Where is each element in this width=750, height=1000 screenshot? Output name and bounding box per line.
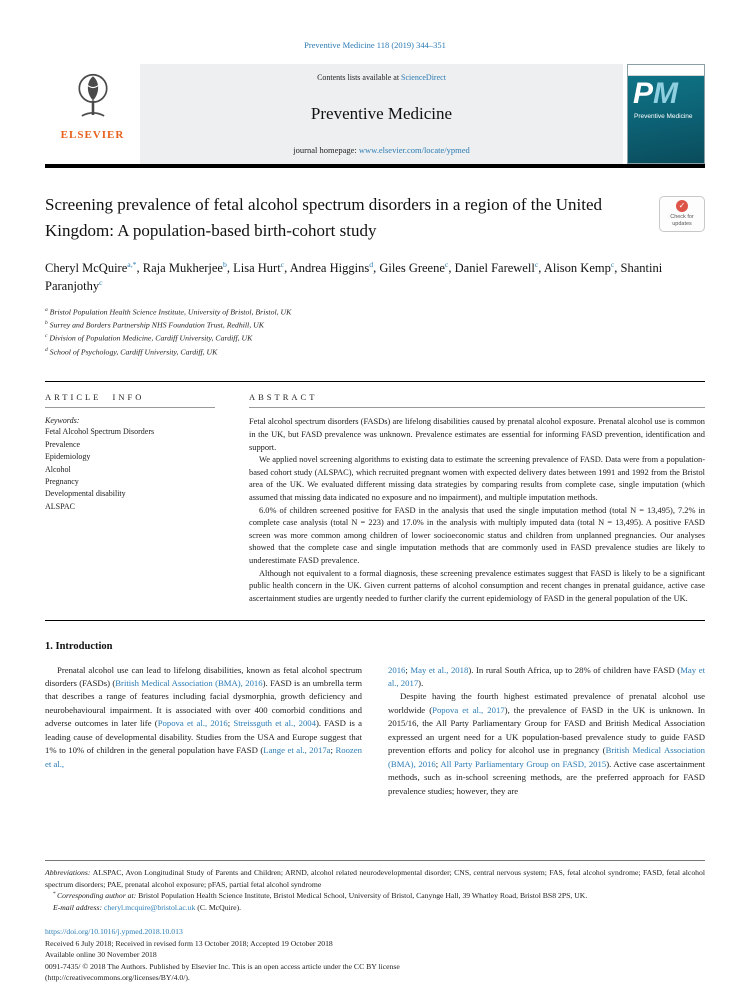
header-rule <box>45 164 705 168</box>
keyword: Prevalence <box>45 439 81 449</box>
citation-link[interactable]: May et al., 2018 <box>410 664 469 675</box>
journal-cover-thumbnail[interactable] <box>627 64 705 164</box>
keyword: Alcohol <box>45 464 71 474</box>
citation-link[interactable]: Streissguth et al., 2004 <box>233 718 316 729</box>
author-list <box>45 259 705 296</box>
text-run: ; <box>330 745 336 756</box>
intro-paragraph <box>388 690 705 798</box>
keyword: Pregnancy <box>45 476 79 486</box>
affiliation-ref-link[interactable]: c <box>99 278 103 288</box>
elsevier-tree-icon <box>66 67 120 127</box>
text-run: Prenatal alcohol use can lead to lifelong disabilities, known as fetal alcohol spectrum disorders (FASDs) ( <box>45 664 362 688</box>
citation-link[interactable]: 2016 <box>388 664 406 675</box>
text-run: ). Active case ascertainment methods, such as in-school screening methods, are the preferred approach for FASD prevalence studies; however, they are <box>388 758 705 796</box>
corresponding-marker: * <box>53 891 58 898</box>
text-run: Despite having the fourth highest estimated prevalence of prenatal alcohol use worldwide ( <box>388 691 705 715</box>
doi-link[interactable]: https://doi.org/10.1016/j.ypmed.2018.10.013 <box>45 927 183 937</box>
abstract-paragraph: Fetal alcohol spectrum disorders (FASDs) are lifelong disabilities caused by prenatal alcohol exposure. Prenatal alcohol use is common in the UK, but FASD prevalence was unknown. Prevalence estimates are essential for informing FASD prevention, identification and support. <box>249 417 705 452</box>
keyword: Fetal Alcohol Spectrum Disorders <box>45 427 155 437</box>
footnotes <box>45 860 705 913</box>
contents-text: Contents lists available at <box>317 73 402 82</box>
author: Raja Mukherjee$^b$, <box>142 260 234 276</box>
check-for-updates-label: Check for updates <box>670 214 694 227</box>
keyword: Epidemiology <box>45 452 91 462</box>
abbreviations-text: ALSPAC, Avon Longitudinal Study of Parents and Children; ARND, alcohol related neurodevelopmental disorder; CNS, central nervous system; FAS, fetal alcohol syndrome; FASD, fetal alcohol spectrum disorders; PAE, prenatal alcohol exposure; pFAS, partial fetal alcohol syndrome <box>45 868 705 889</box>
email-label: E-mail address: <box>53 902 104 912</box>
author: Alison Kemp$^c$, <box>543 260 621 276</box>
email-tail: (C. McQuire). <box>195 902 242 912</box>
journal-homepage-link[interactable]: www.elsevier.com/locate/ypmed <box>358 145 470 155</box>
homepage-label: journal homepage: <box>293 145 359 155</box>
author: Cheryl McQuire$^{a,*}$, <box>45 260 143 276</box>
citation-link[interactable]: British Medical Association (BMA), 2016 <box>115 678 263 688</box>
received-dates: Received 6 July 2018; Received in revised form 13 October 2018; Accepted 19 October 2018 <box>45 938 333 948</box>
text-run: ). FASD is an umbrella term that describes a range of features including facial dysmorphia, growth deficiency and neurobehavioural impairment. It is associated with over 400 comorbid conditions and adverse outcomes in later life ( <box>45 678 362 729</box>
email-note <box>45 902 705 914</box>
article-title: Screening prevalence of fetal alcohol spectrum disorders in a region of the United Kingdom: A population-based birth-cohort study <box>45 195 603 240</box>
citation-link[interactable]: May et al., 2017 <box>388 664 705 688</box>
article-info-abstract-block <box>45 381 705 620</box>
affiliation: $^d$ School of Psychology, Cardiff University, Cardiff, UK <box>45 346 218 357</box>
affiliation-ref-link[interactable]: d <box>369 260 374 269</box>
keyword: ALSPAC <box>45 501 75 511</box>
text-run: ; <box>435 758 441 769</box>
abstract-heading: ABSTRACT <box>249 392 705 408</box>
contents-line <box>150 73 613 82</box>
body-columns <box>45 664 705 799</box>
article-info-column <box>45 392 215 605</box>
citation-link[interactable]: Popova et al., 2017 <box>432 704 505 715</box>
author: Shantini Paranjothy$^c$ <box>45 261 663 294</box>
cover-journal-title: Preventive Medicine <box>634 113 693 120</box>
citation-link[interactable]: Roozen et al., <box>45 745 362 769</box>
affiliation-ref-link[interactable]: c <box>534 260 539 269</box>
affiliation: $^b$ Surrey and Borders Partnership NHS Foundation Trust, Redhill, UK <box>45 320 264 330</box>
journal-banner <box>140 64 623 164</box>
author: Lisa Hurt$^c$, <box>233 260 290 276</box>
citation-link[interactable]: Lange et al., 2017a <box>263 745 331 756</box>
author: Andrea Higgins$^d$, <box>289 260 380 276</box>
text-run: ). FASD is a leading cause of developmental disability. Studies from the USA and Europe suggest that 1% to 10% of children in the general population have FASD ( <box>45 718 363 756</box>
check-for-updates-badge[interactable] <box>659 196 705 232</box>
homepage-line <box>150 145 613 155</box>
abbreviations-note <box>45 867 705 890</box>
abbreviations-label: Abbreviations: <box>45 868 93 878</box>
keywords-label: Keywords: <box>45 416 80 426</box>
abstract-column <box>249 392 705 605</box>
abstract-paragraph: 6.0% of children screened positive for FASD in the analysis that used the single imputation method (total N = 13,495), 7.2% in complete case analysis (total N = 223) and 17.0% in the analysis with multiply imputed data (total N = 13,495). A positive FASD screen was more common among children of lower socioeconomic status and children from unplanned pregnancies. Our analyses showed that the complete case and single imputation methods that are commonly used in FASD prevalence studies are likely to underestimate FASD prevalence. <box>249 505 705 566</box>
footer <box>45 926 705 1000</box>
cover-top-strip <box>628 65 704 76</box>
intro-paragraph <box>388 664 705 691</box>
available-online: Available online 30 November 2018 <box>45 950 157 960</box>
sciencedirect-link[interactable]: ScienceDirect <box>401 73 446 82</box>
affiliation-list <box>45 306 705 360</box>
corresponding-label: Corresponding author at: <box>57 891 139 901</box>
citation-link[interactable]: All Party Parliamentary Group on FASD, 2015 <box>440 758 607 769</box>
license-url: (http://creativecommons.org/licenses/BY/4.0/). <box>45 973 190 983</box>
author: Daniel Farewell$^c$, <box>454 260 544 276</box>
text-run: ). In rural South Africa, up to 28% of children have FASD ( <box>468 664 681 675</box>
text-run: ; <box>405 664 411 675</box>
copyright-line: 0091-7435/ © 2018 The Authors. Published by Elsevier Inc. This is an open access article under the CC BY license <box>45 961 400 971</box>
title-row <box>45 192 705 243</box>
crossmark-icon: ✓ <box>676 200 688 212</box>
email-link[interactable]: cheryl.mcquire@bristol.ac.uk <box>103 902 196 912</box>
affiliation-ref-link[interactable]: c <box>610 260 615 269</box>
citation-link[interactable]: Popova et al., 2016 <box>157 718 228 729</box>
citation-link[interactable]: British Medical Association (BMA), 2016 <box>388 745 705 769</box>
cover-pm-monogram: PM <box>633 77 679 110</box>
journal-reference: Preventive Medicine 118 (2019) 344–351 <box>304 40 446 50</box>
journal-header <box>45 64 705 164</box>
keyword: Developmental disability <box>45 489 126 499</box>
affiliation-ref-link[interactable]: b <box>222 260 227 269</box>
author: Giles Greene$^c$, <box>379 260 455 276</box>
corresponding-author-note <box>45 890 705 902</box>
affiliation-ref-link[interactable]: a,* <box>127 260 137 269</box>
elsevier-logo[interactable] <box>45 64 140 164</box>
section-heading-introduction: 1. Introduction <box>45 640 113 652</box>
text-run: ), the prevalence of FASD in the UK is unknown. In 2015/16, the All Party Parliamentary Group for FASD and British Medical Association expressed an urgent need for a UK population-based prevalence study to guide FASD prevention efforts and policy for alcohol use in pregnancy ( <box>388 704 705 756</box>
affiliation: $^a$ Bristol Population Health Science Institute, University of Bristol, Bristol, UK <box>45 306 292 317</box>
affiliation-ref-link[interactable]: c <box>280 260 285 269</box>
text-run: ; <box>227 718 234 729</box>
elsevier-wordmark: ELSEVIER <box>60 129 125 141</box>
text-column-left <box>45 664 362 799</box>
abstract-paragraph: Although not equivalent to a formal diagnosis, these screening prevalence estimates suggest that FASD is likely to be a significant public health concern in the UK. Given current patterns of alcohol consumption and recent changes in prenatal guidance, active case ascertainment studies are urgently needed to further clarify the current epidemiology of FASD in the general population of the UK. <box>249 568 705 603</box>
article-info-heading: ARTICLE INFO <box>45 392 215 408</box>
affiliation-ref-link[interactable]: c <box>444 260 449 269</box>
journal-title: Preventive Medicine <box>310 103 453 123</box>
affiliation: $^c$ Division of Population Medicine, Cardiff University, Cardiff, UK <box>45 333 253 344</box>
intro-paragraph <box>45 664 362 772</box>
abstract-paragraph: We applied novel screening algorithms to existing data to estimate the screening prevalence of FASD. Data were from a population-based cohort study (ALSPAC), which recruited pregnant women with expected delivery dates between 1991 and 1992 from the Bristol area of the UK. We evaluated different missing data strategies by comparing results from complete case, single imputation (which assumed that missing data indicated no exposure and no impairment), and multiple imputation methods. <box>249 455 705 503</box>
corresponding-text: Bristol Population Health Science Institute, Bristol Medical School, University of Bristol, Canynge Hall, 39 Whatley Road, Bristol BS8 2PS, UK. <box>138 891 588 901</box>
text-column-right <box>388 664 705 799</box>
text-run: ). <box>418 678 424 688</box>
